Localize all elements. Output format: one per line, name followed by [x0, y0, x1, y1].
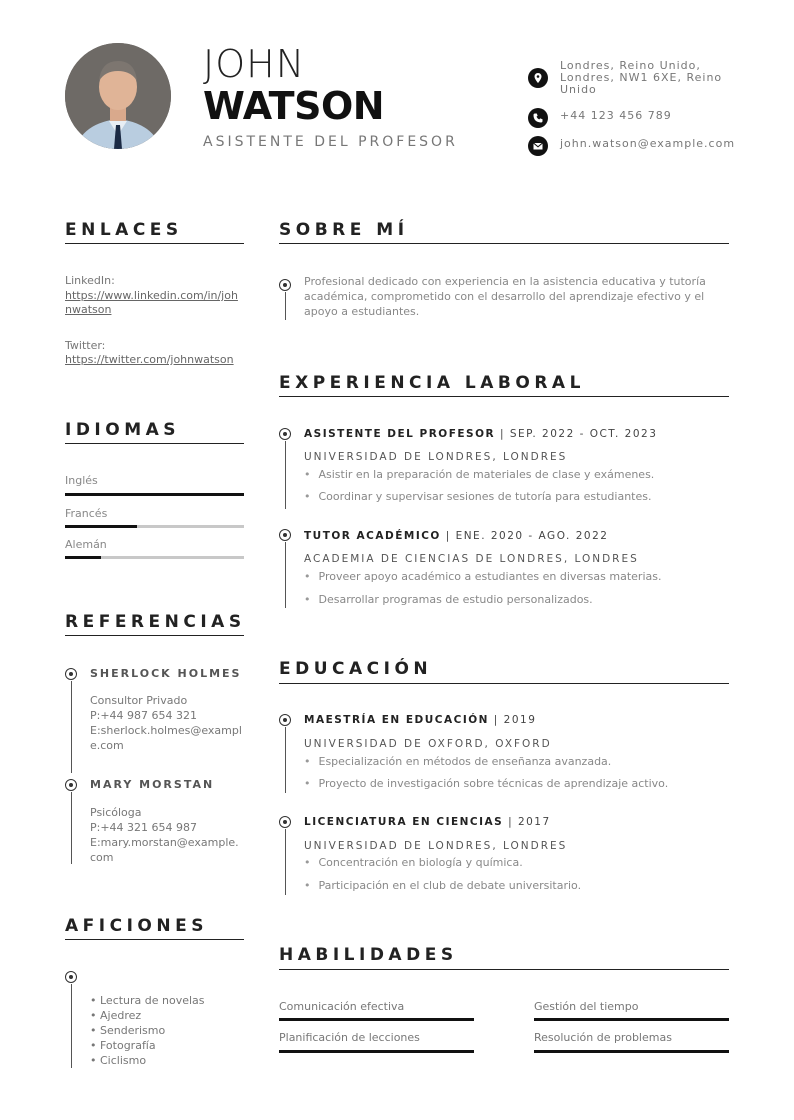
education-bullet: • Concentración en biología y química. — [304, 856, 523, 869]
section-title-habilidades: HABILIDADES — [279, 945, 458, 965]
timeline-dot-icon — [279, 279, 291, 291]
section-divider — [65, 635, 244, 636]
email-address[interactable]: john.watson@example.com — [560, 137, 736, 150]
timeline-line — [285, 441, 286, 509]
reference-role: Consultor Privado — [90, 694, 188, 707]
timeline-dot-icon — [65, 971, 77, 983]
section-divider — [65, 243, 244, 244]
hobby-item: • Lectura de novelas — [90, 994, 205, 1007]
job-bullet: • Coordinar y supervisar sesiones de tutoría para estudiantes. — [304, 490, 651, 503]
skill-level-fill — [279, 1050, 474, 1053]
job-title: ASISTENTE DEL PROFESOR — [304, 428, 496, 440]
section-title-enlaces: ENLACES — [65, 220, 183, 240]
section-title-idiomas: IDIOMAS — [65, 420, 181, 440]
section-title-experiencia: EXPERIENCIA LABORAL — [279, 373, 585, 393]
job-bullet: • Asistir en la preparación de materiales de clase y exámenes. — [304, 468, 654, 481]
skill-level-bar — [279, 1050, 474, 1053]
reference-name: SHERLOCK HOLMES — [90, 667, 242, 680]
degree-title: LICENCIATURA EN CIENCIAS — [304, 816, 504, 828]
education-institution: UNIVERSIDAD DE LONDRES, LONDRES — [304, 840, 568, 852]
language-level-bar — [65, 525, 244, 528]
hobby-item: • Ciclismo — [90, 1054, 147, 1067]
timeline-line — [71, 792, 72, 864]
job-bullet: • Proveer apoyo académico a estudiantes en diversas materias. — [304, 570, 661, 583]
education-bullet: • Participación en el club de debate universitario. — [304, 879, 581, 892]
skill-label: Resolución de problemas — [534, 1031, 672, 1044]
address — [560, 60, 722, 96]
timeline-dot-icon — [65, 779, 77, 791]
reference-details — [90, 693, 242, 753]
language-label: Francés — [65, 507, 108, 520]
section-divider — [279, 683, 729, 684]
skill-level-bar — [279, 1018, 474, 1021]
timeline-dot-icon — [279, 816, 291, 828]
reference-name: MARY MORSTAN — [90, 778, 215, 791]
job-dates: | SEP. 2022 - OCT. 2023 — [495, 428, 658, 440]
profile-photo — [65, 43, 171, 149]
reference-role: Psicóloga — [90, 806, 142, 819]
job-heading — [304, 428, 657, 440]
skill-label: Planificación de lecciones — [279, 1031, 420, 1044]
timeline-line — [71, 984, 72, 1068]
degree-year: | 2019 — [488, 714, 537, 726]
language-label: Alemán — [65, 538, 107, 551]
language-level-bar — [65, 493, 244, 496]
language-level-fill — [65, 493, 244, 496]
section-title-aficiones: AFICIONES — [65, 916, 208, 936]
address-line: Londres, NW1 6XE, Reino — [560, 71, 723, 84]
hobby-item: • Ajedrez — [90, 1009, 142, 1022]
skill-label: Gestión del tiempo — [534, 1000, 639, 1013]
skill-level-fill — [534, 1018, 729, 1021]
timeline-line — [71, 681, 72, 773]
skill-level-fill — [534, 1050, 729, 1053]
timeline-dot-icon — [65, 668, 77, 680]
timeline-line — [285, 829, 286, 895]
job-dates: | ENE. 2020 - AGO. 2022 — [440, 530, 609, 542]
skill-label: Comunicación efectiva — [279, 1000, 405, 1013]
reference-phone: P:+44 987 654 321 — [90, 709, 198, 722]
section-title-educacion: EDUCACIÓN — [279, 659, 433, 679]
job-bullet: • Desarrollar programas de estudio personalizados. — [304, 593, 593, 606]
education-heading — [304, 816, 551, 828]
phone-icon — [528, 108, 548, 128]
skill-level-bar — [534, 1050, 729, 1053]
location-icon — [528, 68, 548, 88]
about-line: académica, comprometido con el desarrollo del aprendizaje efectivo y el — [304, 290, 705, 303]
timeline-line — [285, 727, 286, 793]
skill-level-fill — [279, 1018, 474, 1021]
reference-email: E:mary.morstan@example.com — [90, 836, 239, 864]
education-heading — [304, 714, 536, 726]
job-organization: UNIVERSIDAD DE LONDRES, LONDRES — [304, 451, 568, 463]
linkedin-link[interactable]: https://www.linkedin.com/in/joh — [65, 289, 238, 302]
job-organization: ACADEMIA DE CIENCIAS DE LONDRES, LONDRES — [304, 553, 639, 565]
job-role: ASISTENTE DEL PROFESOR — [203, 134, 458, 150]
hobby-item: • Fotografía — [90, 1039, 156, 1052]
timeline-line — [285, 292, 286, 320]
education-bullet: • Especialización en métodos de enseñanza avanzada. — [304, 755, 611, 768]
job-title: TUTOR ACADÉMICO — [304, 530, 441, 542]
language-level-bar — [65, 556, 244, 559]
degree-year: | 2017 — [503, 816, 551, 828]
job-heading — [304, 530, 608, 542]
timeline-dot-icon — [279, 428, 291, 440]
language-label: Inglés — [65, 474, 98, 487]
twitter-link[interactable]: https://twitter.com/johnwatson — [65, 353, 234, 366]
section-divider — [279, 396, 729, 397]
degree-title: MAESTRÍA EN EDUCACIÓN — [304, 714, 489, 726]
twitter-label: Twitter: — [65, 339, 106, 352]
hobby-item: • Senderismo — [90, 1024, 166, 1037]
phone-number: +44 123 456 789 — [560, 109, 672, 122]
linkedin-link-cont[interactable]: nwatson — [65, 303, 112, 316]
address-line: Unido — [560, 83, 597, 96]
last-name: WATSON — [203, 84, 385, 128]
section-divider — [65, 939, 244, 940]
address-line: Londres, Reino Unido, — [560, 59, 701, 72]
linkedin-label: LinkedIn: — [65, 274, 115, 287]
about-text — [304, 274, 706, 319]
skill-level-bar — [534, 1018, 729, 1021]
timeline-dot-icon — [279, 529, 291, 541]
section-title-referencias: REFERENCIAS — [65, 612, 246, 632]
email-icon — [528, 136, 548, 156]
section-divider — [279, 969, 729, 970]
section-title-sobre-mi: SOBRE MÍ — [279, 220, 409, 240]
education-bullet: • Proyecto de investigación sobre técnicas de aprendizaje activo. — [304, 777, 668, 790]
timeline-dot-icon — [279, 714, 291, 726]
reference-details — [90, 805, 242, 865]
language-level-fill — [65, 525, 137, 528]
section-divider — [279, 243, 729, 244]
education-institution: UNIVERSIDAD DE OXFORD, OXFORD — [304, 738, 552, 750]
section-divider — [65, 443, 244, 444]
reference-phone: P:+44 321 654 987 — [90, 821, 198, 834]
about-line: Profesional dedicado con experiencia en la asistencia educativa y tutoría — [304, 275, 706, 288]
timeline-line — [285, 542, 286, 608]
about-line: apoyo a estudiantes. — [304, 305, 420, 318]
language-level-fill — [65, 556, 101, 559]
reference-email: E:sherlock.holmes@example.com — [90, 724, 242, 752]
first-name: JOHN — [203, 42, 306, 86]
